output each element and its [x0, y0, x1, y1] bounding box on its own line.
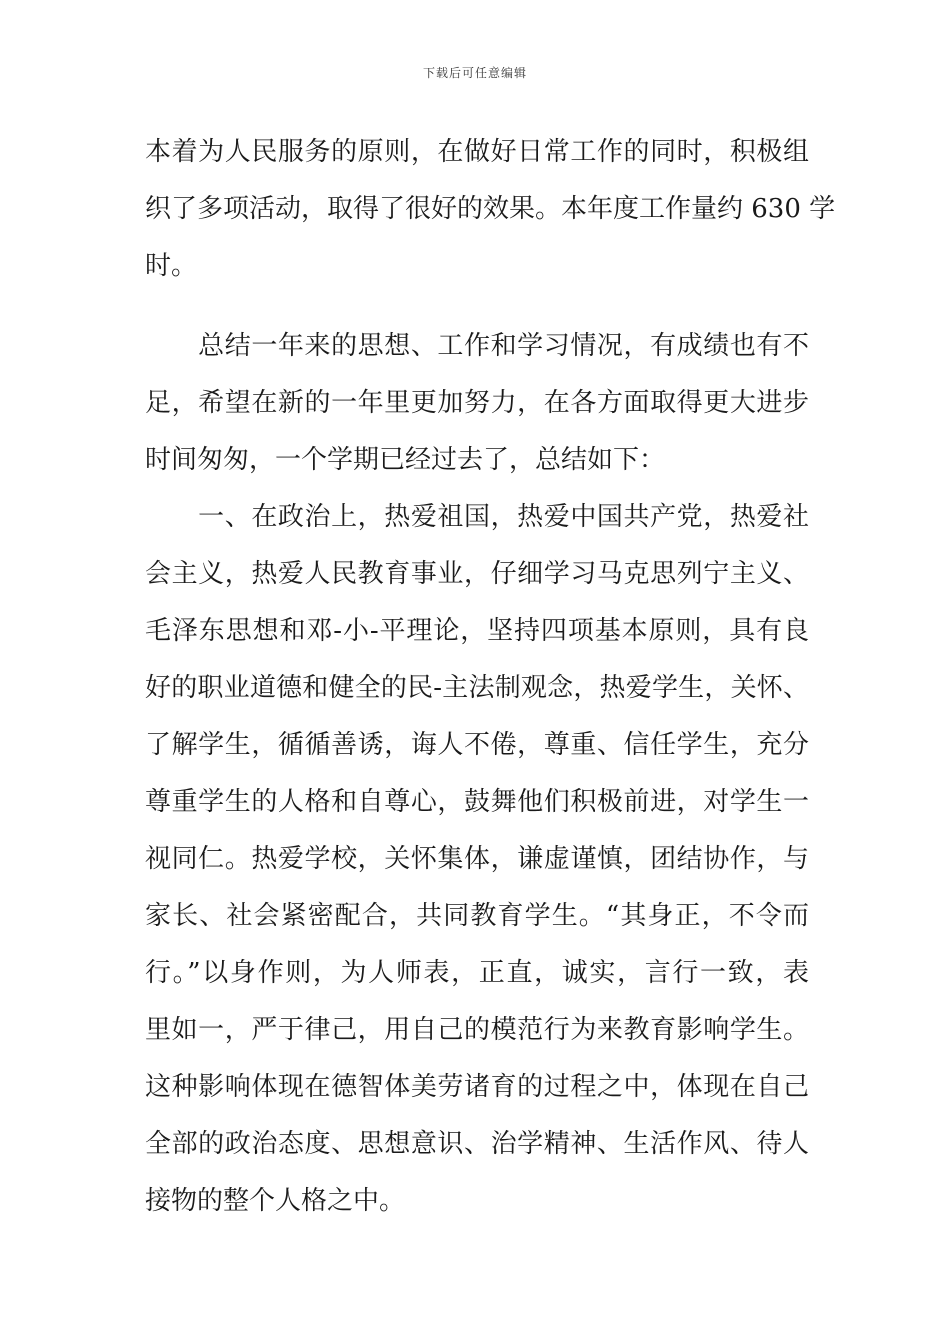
- text-line-5: 足，希望在新的一年里更加努力，在各方面取得更大进步: [145, 388, 809, 418]
- text-line-18: 全部的政治态度、思想意识、治学精神、生活作风、待人: [145, 1129, 809, 1159]
- text-line-10: 好的职业道德和健全的民-主法制观念，热爱学生，关怀、: [145, 673, 809, 703]
- text-line-11: 了解学生，循循善诱，诲人不倦，尊重、信任学生，充分: [145, 730, 809, 760]
- document-body: [145, 124, 836, 1230]
- text-line-3: 时。: [145, 251, 198, 281]
- text-line-4: 总结一年来的思想、工作和学习情况，有成绩也有不: [145, 331, 809, 361]
- text-line-16: 里如一，严于律己，用自己的模范行为来教育影响学生。: [145, 1015, 809, 1045]
- text-line-13: 视同仁。热爱学校，关怀集体，谦虚谨慎，团结协作，与: [145, 844, 809, 874]
- text-line-8: 会主义，热爱人民教育事业，仔细学习马克思列宁主义、: [145, 559, 809, 589]
- text-line-17: 这种影响体现在德智体美劳诸育的过程之中，体现在自己: [145, 1072, 809, 1102]
- text-line-1: 本着为人民服务的原则，在做好日常工作的同时，积极组: [145, 137, 809, 167]
- text-line-2: 织了多项活动，取得了很好的效果。本年度工作量约 630 学: [145, 194, 836, 224]
- text-line-19: 接物的整个人格之中。: [145, 1186, 406, 1216]
- text-line-12: 尊重学生的人格和自尊心，鼓舞他们积极前进，对学生一: [145, 787, 809, 817]
- text-line-9: 毛泽东思想和邓-小-平理论，坚持四项基本原则，具有良: [145, 616, 809, 646]
- text-line-7: 一、在政治上，热爱祖国，热爱中国共产党，热爱社: [145, 502, 809, 532]
- text-line-6: 时间匆匆，一个学期已经过去了，总结如下：: [145, 445, 666, 475]
- text-line-14: 家长、社会紧密配合，共同教育学生。“其身正，不令而: [145, 901, 809, 931]
- page-header: 下载后可任意编辑: [422, 66, 527, 80]
- text-line-15: 行。”以身作则，为人师表，正直，诚实，言行一致，表: [145, 958, 809, 988]
